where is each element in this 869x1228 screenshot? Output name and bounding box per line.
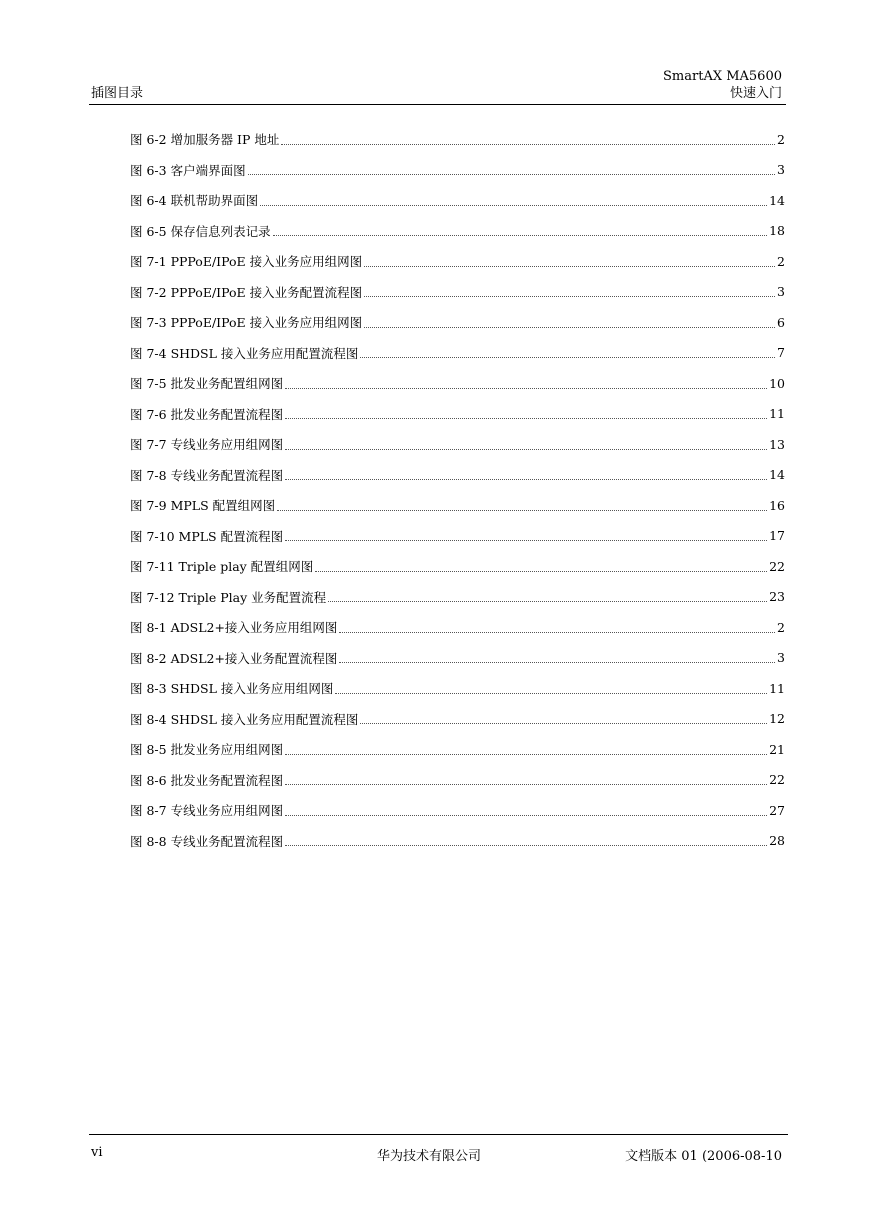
- toc-entry-label: 图 7-6 批发业务配置流程图: [130, 406, 284, 422]
- toc-dot-leader: [285, 376, 767, 389]
- page-number: vi: [91, 1145, 103, 1160]
- toc-entry-label: 图 8-1 ADSL2+接入业务应用组网图: [130, 620, 338, 636]
- toc-entry-label: 图 7-8 专线业务配置流程图: [130, 467, 284, 483]
- toc-dot-leader: [285, 833, 767, 846]
- toc-entry-page: 14: [769, 467, 785, 483]
- toc-entry[interactable]: [130, 673, 785, 704]
- toc-entry[interactable]: [130, 399, 785, 430]
- toc-dot-leader: [360, 711, 767, 724]
- toc-entry-label: 图 7-3 PPPoE/IPoE 接入业务应用组网图: [130, 315, 363, 331]
- toc-dot-leader: [277, 498, 767, 511]
- toc-dot-leader: [285, 742, 767, 755]
- toc-entry[interactable]: [130, 490, 785, 521]
- toc-entry-page: 23: [769, 589, 785, 605]
- toc-dot-leader: [339, 650, 775, 663]
- toc-dot-leader: [260, 193, 767, 206]
- toc-dot-leader: [328, 589, 767, 602]
- toc-entry-page: 22: [769, 558, 785, 574]
- section-title: 插图目录: [91, 86, 144, 101]
- toc-entry[interactable]: [130, 460, 785, 491]
- toc-entry-page: 11: [769, 680, 785, 696]
- toc-entry-label: 图 7-12 Triple Play 业务配置流程: [130, 589, 327, 605]
- toc-dot-leader: [273, 223, 768, 236]
- toc-entry-label: 图 7-7 专线业务应用组网图: [130, 437, 284, 453]
- toc-entry[interactable]: [130, 582, 785, 613]
- toc-dot-leader: [315, 559, 767, 572]
- toc-dot-leader: [285, 528, 767, 541]
- toc-entry[interactable]: [130, 155, 785, 186]
- toc-entry-page: 3: [777, 162, 785, 178]
- toc-entry-page: 3: [777, 284, 785, 300]
- toc-entry-label: 图 7-11 Triple play 配置组网图: [130, 559, 314, 575]
- toc-entry-label: 图 8-3 SHDSL 接入业务应用组网图: [130, 681, 334, 697]
- toc-entry-page: 11: [769, 406, 785, 422]
- toc-entry-label: 图 8-5 批发业务应用组网图: [130, 742, 284, 758]
- toc-entry[interactable]: [130, 643, 785, 674]
- toc-entry-page: 27: [769, 802, 785, 818]
- toc-dot-leader: [285, 467, 767, 480]
- toc-entry-label: 图 8-6 批发业务配置流程图: [130, 772, 284, 788]
- toc-entry-label: 图 8-2 ADSL2+接入业务配置流程图: [130, 650, 338, 666]
- toc-entry-page: 2: [777, 253, 785, 269]
- toc-entry[interactable]: [130, 826, 785, 857]
- product-name: SmartAX MA5600: [663, 69, 782, 84]
- toc-entry-label: 图 8-8 专线业务配置流程图: [130, 833, 284, 849]
- toc-dot-leader: [335, 681, 767, 694]
- toc-dot-leader: [285, 772, 767, 785]
- toc-entry[interactable]: [130, 551, 785, 582]
- toc-entry[interactable]: [130, 246, 785, 277]
- toc-dot-leader: [339, 620, 775, 633]
- figure-list: [130, 124, 785, 856]
- toc-entry-label: 图 7-1 PPPoE/IPoE 接入业务应用组网图: [130, 254, 363, 270]
- toc-entry-page: 16: [769, 497, 785, 513]
- toc-entry-page: 2: [777, 619, 785, 635]
- toc-dot-leader: [285, 437, 767, 450]
- toc-entry[interactable]: [130, 765, 785, 796]
- toc-entry[interactable]: [130, 216, 785, 247]
- toc-dot-leader: [364, 284, 775, 297]
- page-footer: [89, 1134, 788, 1165]
- page-header: [89, 68, 786, 105]
- toc-entry-page: 7: [777, 345, 785, 361]
- toc-dot-leader: [248, 162, 775, 175]
- toc-entry[interactable]: [130, 521, 785, 552]
- toc-dot-leader: [360, 345, 775, 358]
- document-title: 快速入门: [729, 86, 782, 101]
- toc-entry-page: 3: [777, 650, 785, 666]
- toc-dot-leader: [281, 132, 775, 145]
- toc-entry[interactable]: [130, 277, 785, 308]
- toc-entry[interactable]: [130, 795, 785, 826]
- toc-entry[interactable]: [130, 124, 785, 155]
- toc-entry[interactable]: [130, 704, 785, 735]
- toc-dot-leader: [364, 315, 775, 328]
- toc-dot-leader: [364, 254, 775, 267]
- toc-entry-label: 图 7-9 MPLS 配置组网图: [130, 498, 276, 514]
- toc-entry[interactable]: [130, 612, 785, 643]
- toc-entry[interactable]: [130, 429, 785, 460]
- toc-entry-label: 图 6-3 客户端界面图: [130, 162, 246, 178]
- toc-entry-label: 图 6-2 增加服务器 IP 地址: [130, 132, 280, 148]
- toc-entry-page: 2: [777, 131, 785, 147]
- toc-entry-label: 图 6-5 保存信息列表记录: [130, 223, 271, 239]
- document-version: 文档版本 01 (2006-08-10: [625, 1149, 782, 1164]
- toc-entry[interactable]: [130, 307, 785, 338]
- toc-entry-page: 18: [769, 223, 785, 239]
- header-product-info: [663, 68, 782, 102]
- toc-entry-label: 图 7-2 PPPoE/IPoE 接入业务配置流程图: [130, 284, 363, 300]
- toc-entry-label: 图 7-10 MPLS 配置流程图: [130, 528, 284, 544]
- toc-dot-leader: [285, 406, 767, 419]
- toc-entry-label: 图 8-4 SHDSL 接入业务应用配置流程图: [130, 711, 359, 727]
- toc-entry-page: 28: [769, 833, 785, 849]
- toc-entry[interactable]: [130, 185, 785, 216]
- toc-dot-leader: [285, 803, 767, 816]
- toc-entry-page: 10: [769, 375, 785, 391]
- toc-entry-page: 6: [777, 314, 785, 330]
- toc-entry-page: 21: [769, 741, 785, 757]
- toc-entry-label: 图 8-7 专线业务应用组网图: [130, 803, 284, 819]
- company-name: 华为技术有限公司: [377, 1149, 482, 1164]
- toc-entry-label: 图 7-5 批发业务配置组网图: [130, 376, 284, 392]
- toc-entry-label: 图 6-4 联机帮助界面图: [130, 193, 259, 209]
- toc-entry-page: 22: [769, 772, 785, 788]
- toc-entry[interactable]: [130, 734, 785, 765]
- toc-entry-page: 12: [769, 711, 785, 727]
- toc-entry-label: 图 7-4 SHDSL 接入业务应用配置流程图: [130, 345, 359, 361]
- toc-entry-page: 14: [769, 192, 785, 208]
- toc-entry[interactable]: [130, 338, 785, 369]
- toc-entry[interactable]: [130, 368, 785, 399]
- toc-entry-page: 17: [769, 528, 785, 544]
- toc-entry-page: 13: [769, 436, 785, 452]
